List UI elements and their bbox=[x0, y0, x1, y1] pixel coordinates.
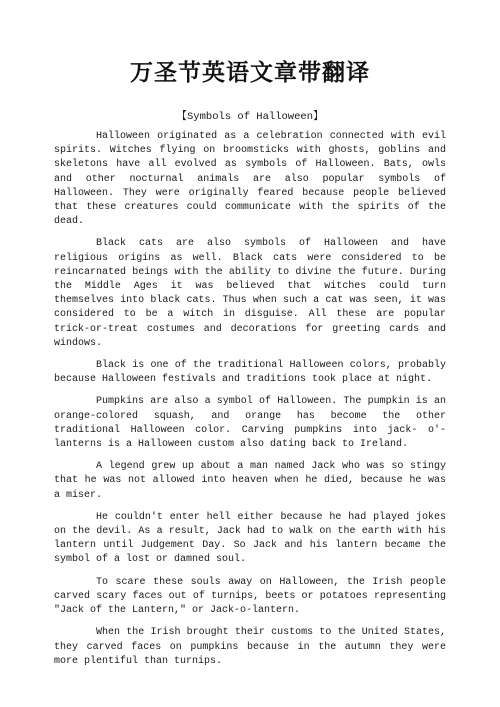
paragraph-7: To scare these souls away on Halloween, the Irish people carved scary faces out of turnips, beets or potatoes representing "Jack of the Lantern," or Jack-o-lantern. bbox=[54, 576, 446, 617]
paragraph-1: Halloween originated as a celebration connected with evil spirits. Witches flying on broomsticks with ghosts, goblins and skeletons have all evolved as symbols of Halloween. Bats, owls and other nocturnal animals are also popular symbols of Halloween. They were originally feared because people believed that these creatures could communicate with the spirits of the dead. bbox=[54, 131, 446, 228]
paragraph-3: Black is one of the traditional Halloween colors, probably because Halloween festivals and traditions took place at night. bbox=[54, 360, 446, 386]
article-body bbox=[54, 130, 446, 677]
paragraph-4: Pumpkins are also a symbol of Halloween. The pumpkin is an orange-colored squash, and orange has become the other traditional Halloween color. Carving pumpkins into jack- o'-lanterns is a Halloween custom also dating back to Ireland. bbox=[54, 396, 446, 451]
paragraph-8: When the Irish brought their customs to the United States, they carved faces on pumpkins because in the autumn they were more plentiful than turnips. bbox=[54, 627, 446, 667]
section-heading: 【Symbols of Halloween】 bbox=[176, 111, 324, 123]
paragraph-2: Black cats are also symbols of Halloween and have religious origins as well. Black cats were considered to be reincarnated beings with the ability to divine the future. During the Middle Ages it was believed that witches could turn themselves into black cats. Thus when such a cat was seen, it was considered to be a witch in disguise. All these are popular trick-or-treat costumes and decorations for greeting cards and windows. bbox=[54, 238, 446, 349]
paragraph-6: He couldn't enter hell either because he had played jokes on the devil. As a result, Jack had to walk on the earth with his lantern until Judgement Day. So Jack and his lantern became the symbol of a lost or damned soul. bbox=[54, 511, 446, 566]
paragraph-5: A legend grew up about a man named Jack who was so stingy that he was not allowed into heaven when he died, because he was a miser. bbox=[54, 461, 446, 501]
document-title: 万圣节英语文章带翻译 bbox=[130, 59, 370, 86]
